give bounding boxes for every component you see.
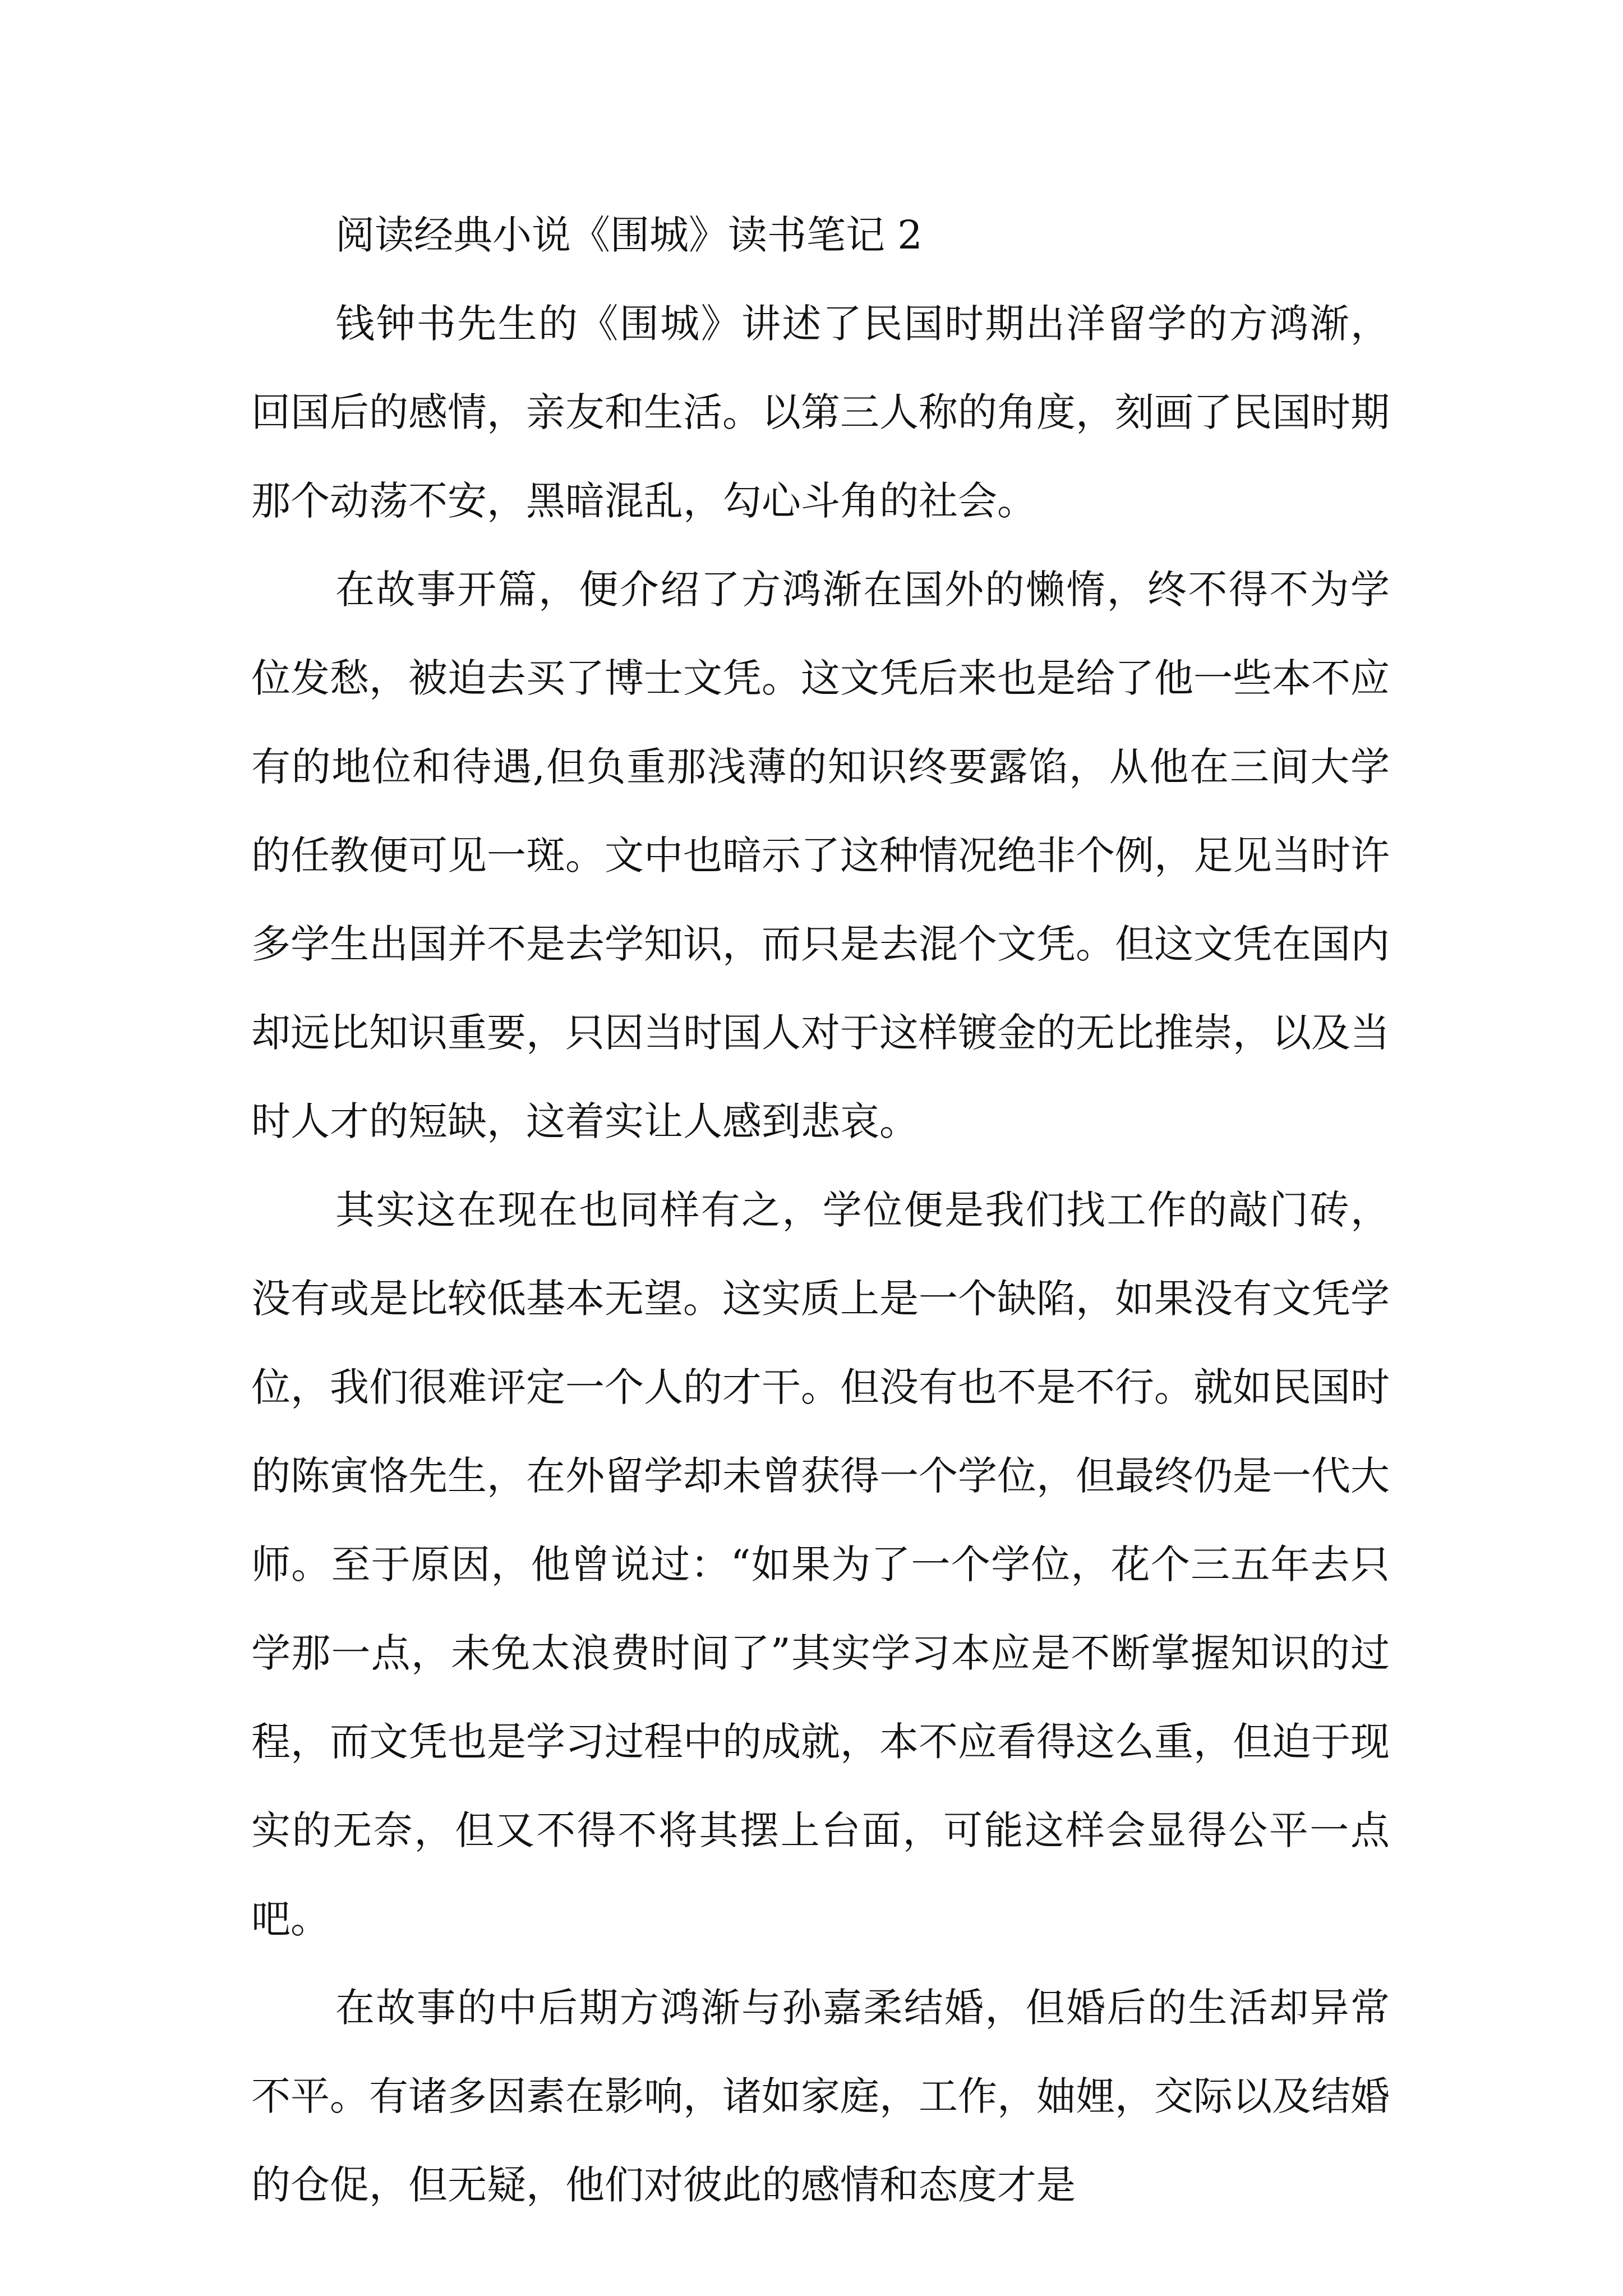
paragraph: 钱钟书先生的《围城》讲述了民国时期出洋留学的方鸿渐，回国后的感情，亲友和生活。以第三人称的角度，刻画了民国时期那个动荡不安，黑暗混乱，勾心斗角的社会。 (251, 301, 1390, 524)
document-body (251, 191, 1390, 2229)
paragraph: 在故事开篇，便介绍了方鸿渐在国外的懒惰，终不得不为学位发愁，被迫去买了博士文凭。这文凭后来也是给了他一些本不应有的地位和待遇,但负重那浅薄的知识终要露馅，从他在三间大学的任教便可见一斑。文中也暗示了这种情况绝非个例，足见当时许多学生出国并不是去学知识，而只是去混个文凭。但这文凭在国内却远比知识重要，只因当时国人对于这样镀金的无比推崇，以及当时人才的短缺，这着实让人感到悲哀。 (251, 567, 1390, 1144)
document-title: 阅读经典小说《围城》读书笔记 2 (335, 212, 923, 258)
paragraph: 其实这在现在也同样有之，学位便是我们找工作的敲门砖，没有或是比较低基本无望。这实质上是一个缺陷，如果没有文凭学位，我们很难评定一个人的才干。但没有也不是不行。就如民国时的陈寅恪先生，在外留学却未曾获得一个学位，但最终仍是一代大师。至于原因，他曾说过：“如果为了一个学位，花个三五年去只学那一点，未免太浪费时间了”其实学习本应是不断掌握知识的过程，而文凭也是学习过程中的成就，本不应看得这么重，但迫于现实的无奈，但又不得不将其摆上台面，可能这样会显得公平一点吧。 (251, 1187, 1390, 1942)
paragraph: 在故事的中后期方鸿渐与孙嘉柔结婚，但婚后的生活却异常不平。有诸多因素在影响，诸如家庭，工作，妯娌，交际以及结婚的仓促，但无疑，他们对彼此的感情和态度才是 (251, 1985, 1390, 2208)
